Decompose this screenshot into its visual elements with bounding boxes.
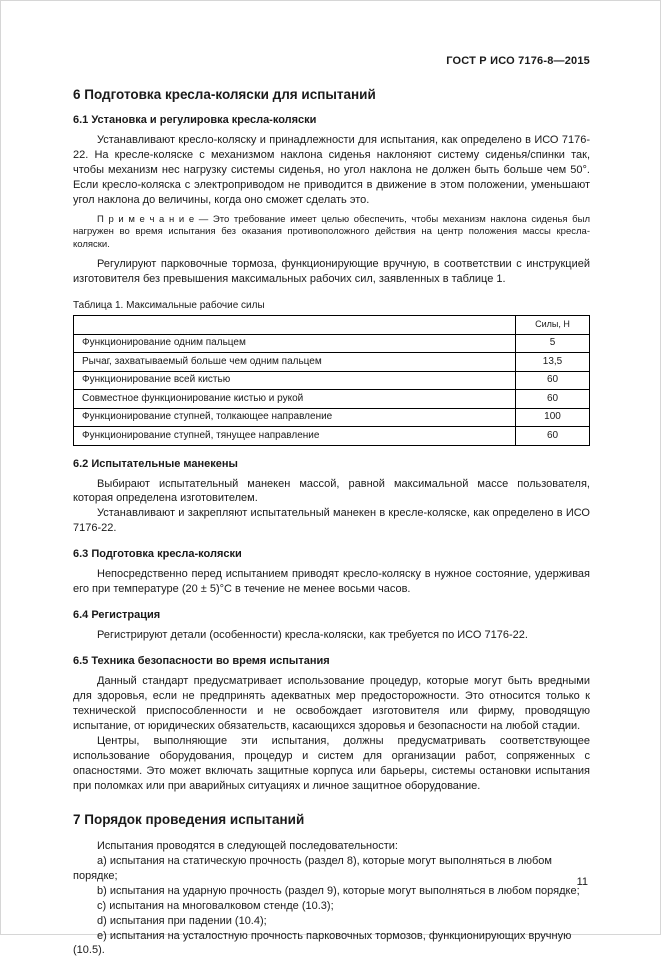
section-6-5-paragraph-2: Центры, выполняющие эти испытания, должны предусматривать соответствующее использование оборудования, процедур и систем для организации работ, сопряженных с опасностями. Это может включать защитные корпуса или барьеры, системы остановки испытания при поломках или при аварийных ситуациях и личное защитное оборудование. bbox=[73, 735, 590, 792]
section-6-1-paragraph-2: Регулируют парковочные тормоза, функционирующие вручную, в соответствии с инструкцией изготовителя без превышения максимальных рабочих сил, заявленных в таблице 1. bbox=[73, 258, 590, 286]
table-cell-label: Совместное функционирование кистью и рукой bbox=[74, 390, 516, 409]
table-cell-label: Рычаг, захватываемый больше чем одним пальцем bbox=[74, 353, 516, 372]
section-7-list-item-b: b) испытания на ударную прочность (раздел 9), которые могут выполняться в любом порядке; bbox=[97, 884, 580, 897]
table-cell-value: 60 bbox=[516, 371, 590, 390]
table-row bbox=[74, 353, 590, 372]
section-6-1-heading: 6.1 Установка и регулировка кресла-коляски bbox=[73, 114, 317, 126]
page-number: 11 bbox=[576, 876, 588, 888]
section-7-list-item-a: a) испытания на статическую прочность (раздел 8), которые могут выполняться в любом порядке; bbox=[73, 854, 552, 882]
section-6-2-paragraph-1: Выбирают испытательный манекен массой, равной максимальной массе пользователя, которая определена изготовителем. bbox=[73, 477, 590, 505]
section-6-5-heading: 6.5 Техника безопасности во время испытания bbox=[73, 655, 330, 668]
section-7-list-item-d: d) испытания при падении (10.4); bbox=[97, 914, 267, 927]
section-6-3-heading: 6.3 Подготовка кресла-коляски bbox=[73, 548, 242, 561]
table-cell-value: 60 bbox=[516, 390, 590, 409]
table-cell-value: 60 bbox=[516, 427, 590, 446]
section-6-4-paragraph-1: Регистрируют детали (особенности) кресла-коляски, как требуется по ИСО 7176-22. bbox=[97, 629, 528, 642]
section-7-heading: 7 Порядок проведения испытаний bbox=[73, 811, 305, 827]
section-6-4-heading: 6.4 Регистрация bbox=[73, 609, 161, 622]
table-cell-label: Функционирование ступней, тянущее направление bbox=[74, 427, 516, 446]
section-6-3-paragraph-1: Непосредственно перед испытанием приводят кресло-коляску в нужное состояние, удерживая его при температуре (20 ± 5)°С в течение не менее восьми часов. bbox=[73, 568, 590, 596]
section-7-intro: Испытания проводятся в следующей последовательности: bbox=[97, 839, 398, 852]
table-1-header-row bbox=[74, 316, 590, 334]
section-6-2-heading: 6.2 Испытательные манекены bbox=[73, 457, 238, 470]
section-7-list-item-e: e) испытания на усталостную прочность парковочных тормозов, функционирующих вручную (10.5). bbox=[73, 929, 572, 957]
section-7-list-item-c: c) испытания на многовалковом стенде (10.3); bbox=[97, 899, 334, 912]
table-row bbox=[74, 427, 590, 446]
table-cell-label: Функционирование всей кистью bbox=[74, 371, 516, 390]
table-cell-value: 5 bbox=[516, 334, 590, 353]
table-1 bbox=[73, 315, 590, 445]
table-cell-label: Функционирование ступней, толкающее направление bbox=[74, 408, 516, 427]
table-row bbox=[74, 390, 590, 409]
table-1-caption: Таблица 1. Максимальные рабочие силы bbox=[73, 300, 265, 312]
table-row bbox=[74, 371, 590, 390]
table-1-header-empty-cell bbox=[74, 316, 516, 334]
document-code-header: ГОСТ Р ИСО 7176-8—2015 bbox=[446, 55, 590, 67]
section-6-2-paragraph-2: Устанавливают и закрепляют испытательный манекен в кресле-коляске, как определено в ИСО 7176-22. bbox=[73, 507, 590, 535]
table-row bbox=[74, 408, 590, 427]
section-6-1-paragraph-1: Устанавливают кресло-коляску и принадлежности для испытания, как определено в ИСО 7176-22. На кресле-коляске с механизмом наклона сиденья наклоняют систему сиденья/спинки так, чтобы механизм нес нагрузку системы сиденья, но угол наклона не должен быть больше чем 50°. Если кресло-коляска с электроприводом не приводится в движение в этом положении, уменьшают угол наклона до величины, когда оно сможет сделать это. bbox=[73, 134, 590, 206]
section-6-heading: 6 Подготовка кресла-коляски для испытаний bbox=[73, 87, 376, 102]
table-cell-value: 100 bbox=[516, 408, 590, 427]
table-1-header-force-cell: Силы, Н bbox=[516, 316, 590, 334]
table-row bbox=[74, 334, 590, 353]
table-cell-label: Функционирование одним пальцем bbox=[74, 334, 516, 353]
section-6-1-note: П р и м е ч а н и е — Это требование имеет целью обеспечить, чтобы механизм наклона сиденья был нагружен во время испытания без оказания противоположного действия на центр положения массы кресла-коляски. bbox=[73, 213, 590, 250]
section-6-5-paragraph-1: Данный стандарт предусматривает использование процедур, которые могут быть вредными для здоровья, если не предпринять адекватных мер предосторожности. Это относится только к технической приспособленности и не освобождает изготовителя или фирму, проводящую испытание, от юридических обязательств, касающихся здоровья и безопасности на любой стадии. bbox=[73, 675, 590, 733]
table-cell-value: 13,5 bbox=[516, 353, 590, 372]
